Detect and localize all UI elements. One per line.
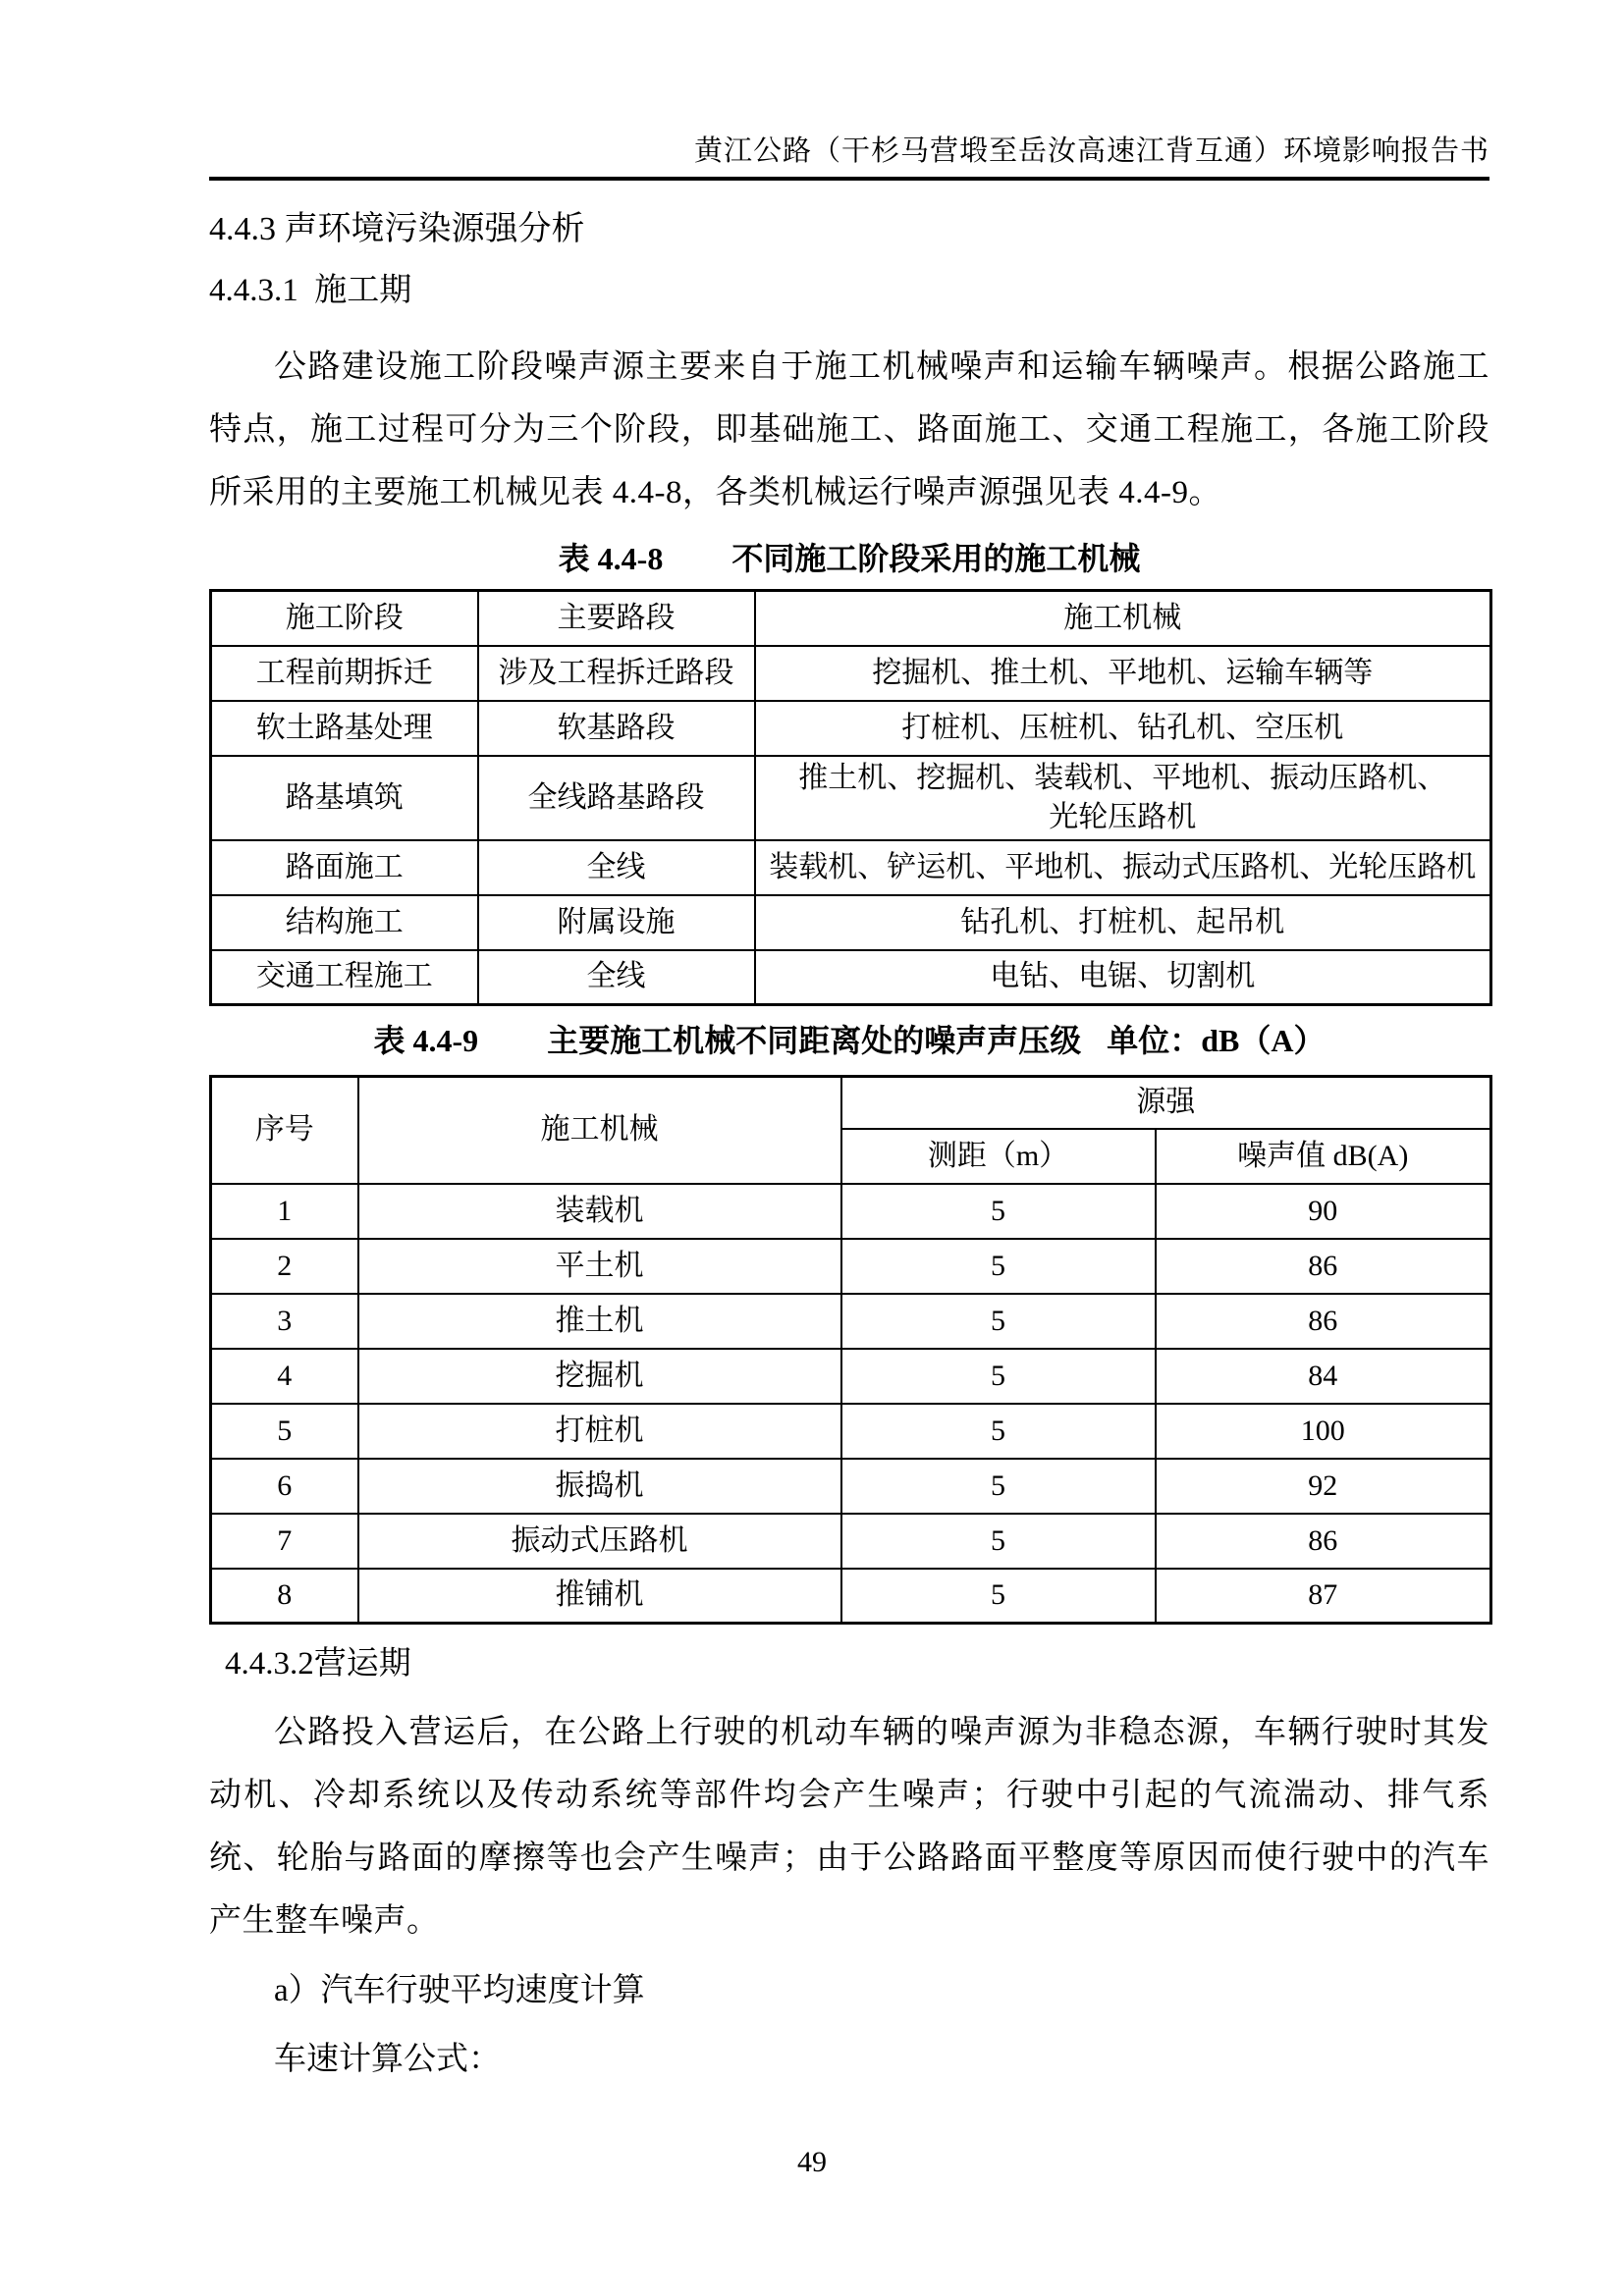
- table2-caption: [209, 1020, 1489, 1061]
- table-row: [211, 756, 1491, 840]
- table-cell: 5: [841, 1569, 1156, 1624]
- table-row: [211, 1514, 1491, 1569]
- table1-caption-label: 表 4.4-8: [558, 541, 664, 576]
- machines-line2: 光轮压路机: [1049, 800, 1197, 833]
- table-row: [211, 1184, 1491, 1239]
- table-cell: 打桩机: [358, 1404, 841, 1459]
- table2-caption-unit: 单位：dB（A）: [1107, 1023, 1326, 1058]
- paragraph-operation-noise: 公路投入营运后，在公路上行驶的机动车辆的噪声源为非稳态源，车辆行驶时其发动机、冷却系统以及传动系统等部件均会产生噪声；行驶中引起的气流湍动、排气系统、轮胎与路面的摩擦等也会产生噪声；由于公路路面平整度等原因而使行驶中的汽车产生整车噪声。: [209, 1715, 1489, 1939]
- column-header-machines: 施工机械: [755, 591, 1491, 646]
- table1-caption-title: 不同施工阶段采用的施工机械: [731, 541, 1141, 576]
- table2-caption-title: 主要施工机械不同距离处的噪声声压级: [547, 1023, 1082, 1058]
- table-row: [211, 701, 1491, 756]
- table-cell: 平土机: [358, 1239, 841, 1294]
- heading-4-4-3: 4.4.3 声环境污染源强分析: [209, 211, 585, 247]
- table-cell: 路基填筑: [211, 756, 478, 840]
- heading-4-4-3-1: 4.4.3.1 施工期: [209, 273, 412, 308]
- table-cell: 86: [1156, 1239, 1491, 1294]
- table-cell: 推铺机: [358, 1569, 841, 1624]
- table-cell: 结构施工: [211, 895, 478, 950]
- table-cell: 打桩机、压桩机、钻孔机、空压机: [755, 701, 1491, 756]
- column-header-stage: 施工阶段: [211, 591, 478, 646]
- page-header: [209, 0, 1489, 181]
- table-row: [211, 1239, 1491, 1294]
- table-cell: 全线: [478, 840, 755, 895]
- line-formula-intro: 车速计算公式：: [274, 2042, 501, 2077]
- line-speed-calc-label: a）汽车行驶平均速度计算: [274, 1973, 645, 2008]
- table-cell: 84: [1156, 1349, 1491, 1404]
- table1-caption: [209, 538, 1489, 579]
- table-cell: 5: [841, 1404, 1156, 1459]
- page-number: 49: [797, 2146, 827, 2178]
- table-cell: 路面施工: [211, 840, 478, 895]
- table-row: [211, 840, 1491, 895]
- table-cell: 装载机: [358, 1184, 841, 1239]
- table-cell: 软土路基处理: [211, 701, 478, 756]
- table-cell: 软基路段: [478, 701, 755, 756]
- paragraph-construction-noise: 公路建设施工阶段噪声源主要来自于施工机械噪声和运输车辆噪声。根据公路施工特点，施工过程可分为三个阶段，即基础施工、路面施工、交通工程施工，各施工阶段所采用的主要施工机械见表 4.4-8，各类机械运行噪声源强见表 4.4-9。: [209, 349, 1489, 510]
- table-row: [211, 895, 1491, 950]
- construction-machinery-table: [209, 589, 1492, 1006]
- table-cell: 87: [1156, 1569, 1491, 1624]
- table-cell: 全线: [478, 950, 755, 1005]
- column-header-distance: 测距（m）: [841, 1129, 1156, 1184]
- column-header-no: 序号: [211, 1077, 358, 1184]
- page-content: [209, 0, 1489, 2090]
- header-title: 黄江公路（干杉马营塅至岳汝高速江背互通）环境影响报告书: [693, 135, 1489, 167]
- table-cell: 钻孔机、打桩机、起吊机: [755, 895, 1491, 950]
- table-header-row: [211, 1077, 1491, 1129]
- table-cell: 5: [211, 1404, 358, 1459]
- table-cell: 8: [211, 1569, 358, 1624]
- table-cell: 86: [1156, 1514, 1491, 1569]
- table-cell: 1: [211, 1184, 358, 1239]
- column-header-source: 源强: [841, 1077, 1491, 1129]
- table-cell: 5: [841, 1184, 1156, 1239]
- table-cell: 4: [211, 1349, 358, 1404]
- table-cell: 振动式压路机: [358, 1514, 841, 1569]
- table-cell: 86: [1156, 1294, 1491, 1349]
- table-cell: 2: [211, 1239, 358, 1294]
- table-cell: 92: [1156, 1459, 1491, 1514]
- table-row: [211, 1349, 1491, 1404]
- table-cell: 振捣机: [358, 1459, 841, 1514]
- table-cell: 装载机、铲运机、平地机、振动式压路机、光轮压路机: [755, 840, 1491, 895]
- table-cell: 工程前期拆迁: [211, 646, 478, 701]
- table-row: [211, 950, 1491, 1005]
- table-cell: 6: [211, 1459, 358, 1514]
- table-cell: 100: [1156, 1404, 1491, 1459]
- table-row: [211, 646, 1491, 701]
- table-cell: 5: [841, 1514, 1156, 1569]
- table-cell: 附属设施: [478, 895, 755, 950]
- table-cell: 3: [211, 1294, 358, 1349]
- table-header-row: [211, 591, 1491, 646]
- noise-level-table: [209, 1075, 1492, 1625]
- table-cell: 涉及工程拆迁路段: [478, 646, 755, 701]
- table-cell: 电钻、电锯、切割机: [755, 950, 1491, 1005]
- table-cell: 5: [841, 1349, 1156, 1404]
- table-cell: 7: [211, 1514, 358, 1569]
- table-row: [211, 1404, 1491, 1459]
- table-cell: 交通工程施工: [211, 950, 478, 1005]
- column-header-noise: 噪声值 dB(A): [1156, 1129, 1491, 1184]
- table-cell: 推土机: [358, 1294, 841, 1349]
- table2-caption-label: 表 4.4-9: [373, 1023, 479, 1058]
- table-cell: 5: [841, 1294, 1156, 1349]
- table-row: [211, 1459, 1491, 1514]
- machines-line1: 推土机、挖掘机、装载机、平地机、振动压路机、: [798, 761, 1447, 794]
- table-cell: 全线路基路段: [478, 756, 755, 840]
- page-footer: [0, 2146, 1624, 2179]
- table-row: [211, 1569, 1491, 1624]
- column-header-machine: 施工机械: [358, 1077, 841, 1184]
- table-cell: 挖掘机: [358, 1349, 841, 1404]
- heading-4-4-3-2: 4.4.3.2营运期: [225, 1646, 411, 1682]
- column-header-section: 主要路段: [478, 591, 755, 646]
- table-cell: 90: [1156, 1184, 1491, 1239]
- table-row: [211, 1294, 1491, 1349]
- table-cell: [755, 756, 1491, 840]
- table-cell: 挖掘机、推土机、平地机、运输车辆等: [755, 646, 1491, 701]
- table-cell: 5: [841, 1239, 1156, 1294]
- table-cell: 5: [841, 1459, 1156, 1514]
